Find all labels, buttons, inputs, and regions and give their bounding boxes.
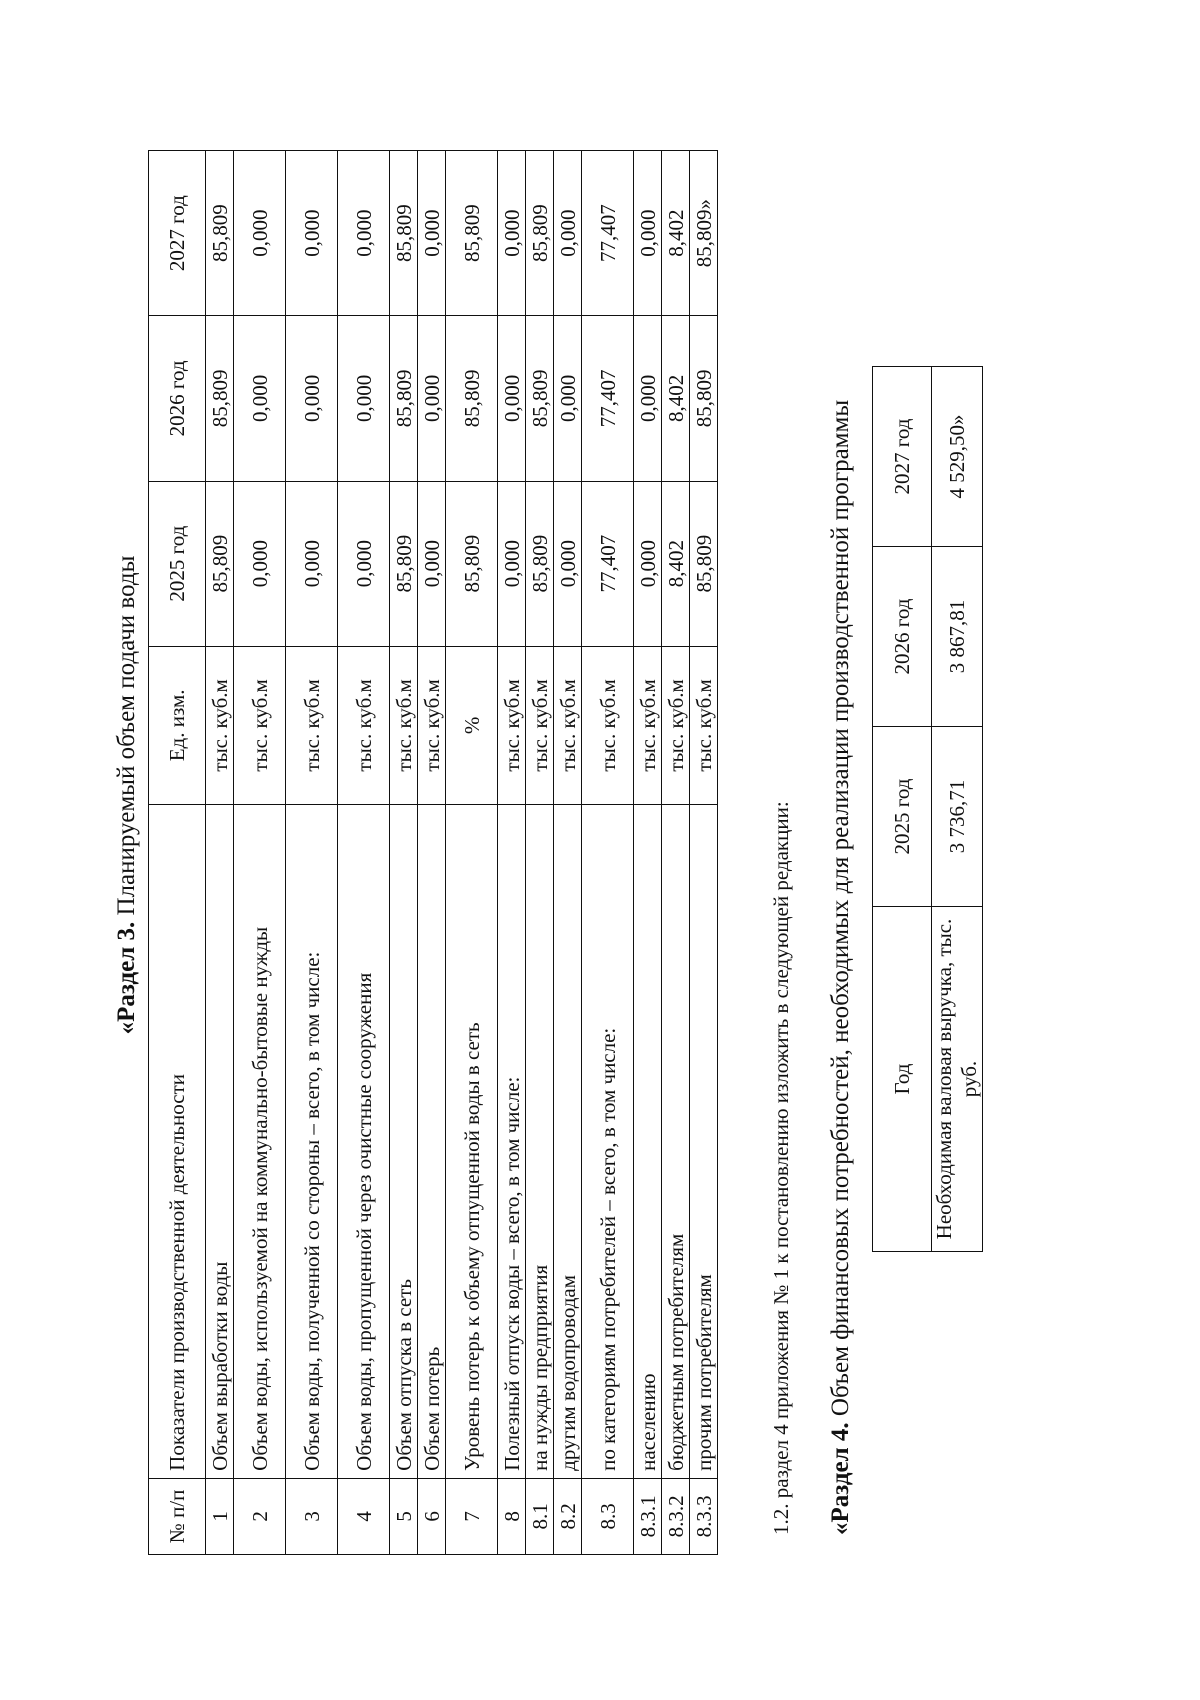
row-indicator: Объем потерь <box>418 804 446 1478</box>
row-indicator: Уровень потерь к объему отпущенной воды в сеть <box>446 804 498 1478</box>
row-2026: 85,809 <box>690 316 718 481</box>
row-2026: 0,000 <box>286 316 338 481</box>
table-row <box>206 151 234 1555</box>
row-num: 8.3.3 <box>690 1478 718 1554</box>
row-indicator: бюджетным потребителям <box>662 804 690 1478</box>
table-row <box>526 151 554 1555</box>
section3-title-text: Планируемый объем подачи воды <box>113 555 140 922</box>
row-indicator: населению <box>634 804 662 1478</box>
row-2027: 85,809 <box>446 151 498 316</box>
header-unit: Ед. изм. <box>149 646 206 804</box>
row-2026: 85,809 <box>206 316 234 481</box>
row-2027: 85,809 <box>390 151 418 316</box>
row-2025: 0,000 <box>418 481 446 646</box>
row-2026: 0,000 <box>418 316 446 481</box>
row-2026: 85,809 <box>526 316 554 481</box>
header-2025: 2025 год <box>873 727 932 907</box>
row-2027: 85,809 <box>526 151 554 316</box>
table-row <box>582 151 634 1555</box>
table-row <box>286 151 338 1555</box>
row-indicator: прочим потребителям <box>690 804 718 1478</box>
row-2025: 0,000 <box>286 481 338 646</box>
table-row <box>390 151 418 1555</box>
table-row <box>418 151 446 1555</box>
row-2027: 0,000 <box>338 151 390 316</box>
table-row <box>662 151 690 1555</box>
row-unit: тыс. куб.м <box>662 646 690 804</box>
row-2025: 85,809 <box>206 481 234 646</box>
row-2026: 85,809 <box>390 316 418 481</box>
row-2025: 3 736,71 <box>932 727 983 907</box>
financial-needs-table <box>872 366 983 1252</box>
row-2025: 0,000 <box>234 481 286 646</box>
row-2025: 85,809 <box>446 481 498 646</box>
row-unit: тыс. куб.м <box>554 646 582 804</box>
row-num: 8.3 <box>582 1478 634 1554</box>
row-indicator: Объем воды, полученной со стороны – всего, в том числе: <box>286 804 338 1478</box>
table-row <box>234 151 286 1555</box>
row-num: 2 <box>234 1478 286 1554</box>
row-indicator: Объем воды, пропущенной через очистные сооружения <box>338 804 390 1478</box>
table-row <box>338 151 390 1555</box>
table-row <box>932 367 983 1252</box>
row-unit: тыс. куб.м <box>582 646 634 804</box>
section4-title-text: Объем финансовых потребностей, необходимых для реализации производственной программы <box>827 399 854 1423</box>
row-indicator: Объем воды, используемой на коммунально-бытовые нужды <box>234 804 286 1478</box>
row-2026: 0,000 <box>634 316 662 481</box>
row-2027: 77,407 <box>582 151 634 316</box>
section3-title <box>112 105 142 1485</box>
row-2025: 77,407 <box>582 481 634 646</box>
row-unit: тыс. куб.м <box>234 646 286 804</box>
table-row <box>690 151 718 1555</box>
row-2027: 0,000 <box>498 151 526 316</box>
row-2027: 0,000 <box>234 151 286 316</box>
row-num: 3 <box>286 1478 338 1554</box>
row-2026: 0,000 <box>554 316 582 481</box>
row-num: 4 <box>338 1478 390 1554</box>
header-2026: 2026 год <box>149 316 206 481</box>
row-indicator: по категориям потребителей – всего, в том числе: <box>582 804 634 1478</box>
row-2027: 0,000 <box>554 151 582 316</box>
row-indicator: Полезный отпуск воды – всего, в том числе: <box>498 804 526 1478</box>
row-num: 7 <box>446 1478 498 1554</box>
row-2025: 0,000 <box>338 481 390 646</box>
table-row <box>498 151 526 1555</box>
table-row <box>446 151 498 1555</box>
row-num: 5 <box>390 1478 418 1554</box>
row-num: 8.1 <box>526 1478 554 1554</box>
row-2025: 85,809 <box>390 481 418 646</box>
row-unit: тыс. куб.м <box>498 646 526 804</box>
header-2027: 2027 год <box>873 367 932 547</box>
row-unit: тыс. куб.м <box>286 646 338 804</box>
section4-title-prefix: «Раздел 4. <box>827 1422 854 1535</box>
table-header-row <box>149 151 206 1555</box>
header-2026: 2026 год <box>873 547 932 727</box>
row-2027: 0,000 <box>418 151 446 316</box>
row-num: 8.2 <box>554 1478 582 1554</box>
row-2026: 3 867,81 <box>932 547 983 727</box>
row-indicator: Объем выработки воды <box>206 804 234 1478</box>
row-num: 6 <box>418 1478 446 1554</box>
amendment-paragraph: 1.2. раздел 4 приложения № 1 к постановлению изложить в следующей редакции: <box>769 801 793 1535</box>
row-2026: 85,809 <box>446 316 498 481</box>
row-unit: тыс. куб.м <box>418 646 446 804</box>
table-header-row <box>873 367 932 1252</box>
row-indicator: на нужды предприятия <box>526 804 554 1478</box>
row-2026: 0,000 <box>338 316 390 481</box>
row-2027: 0,000 <box>286 151 338 316</box>
row-2026: 0,000 <box>234 316 286 481</box>
row-2026: 0,000 <box>498 316 526 481</box>
row-unit: тыс. куб.м <box>690 646 718 804</box>
row-2027: 8,402 <box>662 151 690 316</box>
row-2027: 4 529,50» <box>932 367 983 547</box>
row-2026: 77,407 <box>582 316 634 481</box>
row-unit: тыс. куб.м <box>338 646 390 804</box>
row-2025: 0,000 <box>498 481 526 646</box>
row-2025: 0,000 <box>554 481 582 646</box>
row-2025: 85,809 <box>526 481 554 646</box>
row-unit: % <box>446 646 498 804</box>
row-label: Необходимая валовая выручка, тыс. руб. <box>932 907 983 1252</box>
water-supply-table <box>148 150 718 1555</box>
row-num: 1 <box>206 1478 234 1554</box>
header-2027: 2027 год <box>149 151 206 316</box>
table-row <box>634 151 662 1555</box>
section4-title <box>826 135 856 1535</box>
row-num: 8.3.1 <box>634 1478 662 1554</box>
row-indicator: Объем отпуска в сеть <box>390 804 418 1478</box>
row-indicator: другим водопроводам <box>554 804 582 1478</box>
row-2027: 85,809» <box>690 151 718 316</box>
row-unit: тыс. куб.м <box>390 646 418 804</box>
row-2027: 0,000 <box>634 151 662 316</box>
header-indicator: Показатели производственной деятельности <box>149 804 206 1478</box>
row-2025: 8,402 <box>662 481 690 646</box>
row-unit: тыс. куб.м <box>206 646 234 804</box>
row-unit: тыс. куб.м <box>526 646 554 804</box>
section3-title-prefix: «Раздел 3. <box>113 921 140 1035</box>
table-row <box>554 151 582 1555</box>
header-2025: 2025 год <box>149 481 206 646</box>
row-2026: 8,402 <box>662 316 690 481</box>
row-unit: тыс. куб.м <box>634 646 662 804</box>
row-2025: 85,809 <box>690 481 718 646</box>
row-num: 8.3.2 <box>662 1478 690 1554</box>
header-num: № п/п <box>149 1478 206 1554</box>
row-num: 8 <box>498 1478 526 1554</box>
row-2025: 0,000 <box>634 481 662 646</box>
row-2027: 85,809 <box>206 151 234 316</box>
header-year: Год <box>873 907 932 1252</box>
